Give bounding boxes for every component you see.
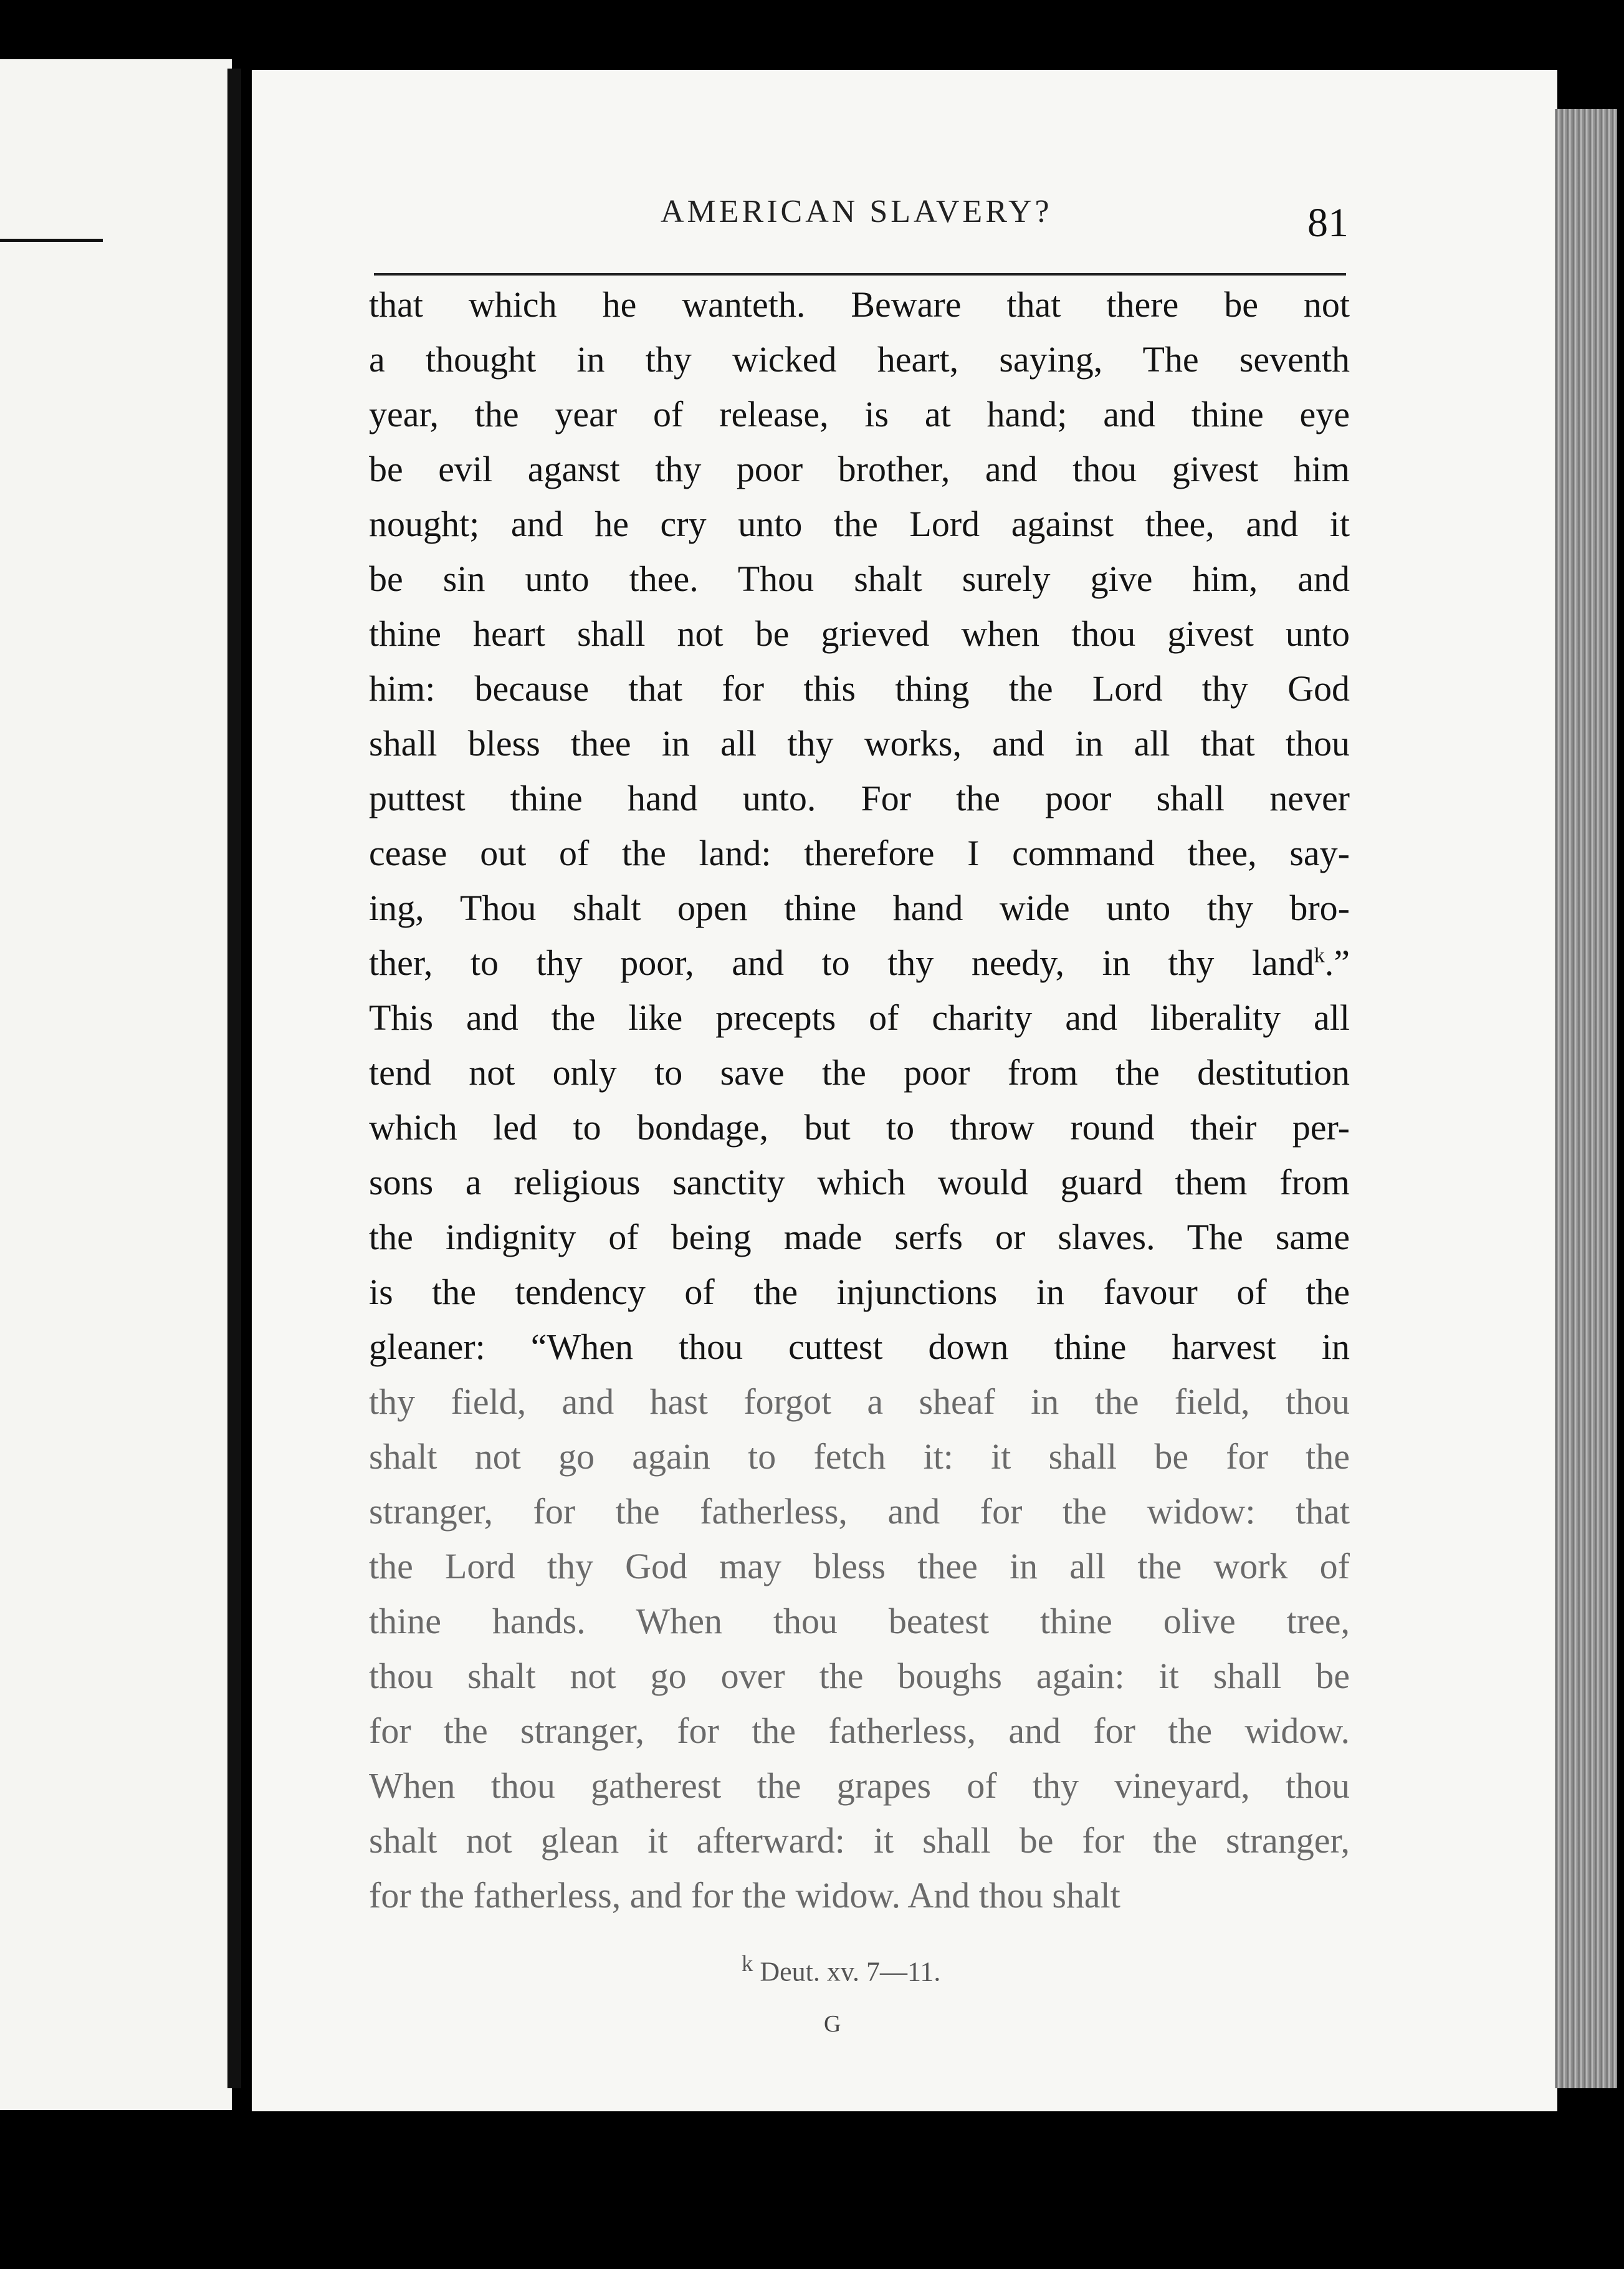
- footnote-text: Deut. xv. 7—11.: [760, 1956, 941, 1987]
- body-line: puttest thine hand unto. For the poor shall never: [369, 778, 1350, 818]
- header-rule: [374, 273, 1346, 276]
- body-line: year, the year of release, is at hand; and thine eye: [369, 394, 1350, 434]
- body-line: for the stranger, for the fatherless, and for the widow.: [369, 1710, 1350, 1751]
- body-line: that which he wanteth. Beware that there be not: [369, 284, 1350, 325]
- body-line-with-footnote-ref: [369, 936, 1350, 991]
- body-text: [369, 277, 1350, 1923]
- body-line: him: because that for this thing the Lord thy God: [369, 668, 1350, 709]
- body-line: be sin unto thee. Thou shalt surely give him, and: [369, 559, 1350, 599]
- book-gutter: [227, 69, 241, 2088]
- body-line-text: ther, to thy poor, and to thy needy, in thy land: [369, 943, 1314, 983]
- body-line: the Lord thy God may bless thee in all the work of: [369, 1546, 1350, 1586]
- body-line: shall bless thee in all thy works, and in all that thou: [369, 723, 1350, 764]
- body-line: ing, Thou shalt open thine hand wide unto thy bro-: [369, 888, 1350, 928]
- body-line: When thou gatherest the grapes of thy vineyard, thou: [369, 1765, 1350, 1806]
- body-line: be evil agaɴst thy poor brother, and thou givest him: [369, 449, 1350, 489]
- body-line: thine heart shall not be grieved when thou givest unto: [369, 613, 1350, 654]
- body-line: cease out of the land: therefore I command thee, say-: [369, 833, 1350, 873]
- page-number: 81: [1307, 200, 1349, 246]
- body-line: This and the like precepts of charity and liberality all: [369, 997, 1350, 1038]
- body-line: shalt not go again to fetch it: it shall be for the: [369, 1436, 1350, 1477]
- body-line: shalt not glean it afterward: it shall be for the stranger,: [369, 1820, 1350, 1861]
- body-line: for the fatherless, and for the widow. And thou shalt: [369, 1875, 1120, 1916]
- body-line: a thought in thy wicked heart, saying, The seventh: [369, 339, 1350, 380]
- body-line: gleaner: “When thou cuttest down thine harvest in: [369, 1326, 1350, 1367]
- body-line: thou shalt not go over the boughs again: it shall be: [369, 1656, 1350, 1696]
- body-line: the indignity of being made serfs or slaves. The same: [369, 1217, 1350, 1257]
- page-edges: [1555, 109, 1617, 2088]
- footnote: [742, 1950, 940, 1988]
- closing-quote: .”: [1324, 943, 1350, 983]
- body-line: tend not only to save the poor from the destitution: [369, 1052, 1350, 1093]
- body-line: thine hands. When thou beatest thine olive tree,: [369, 1601, 1350, 1641]
- body-line: stranger, for the fatherless, and for the widow: that: [369, 1491, 1350, 1532]
- body-line: thy field, and hast forgot a sheaf in the field, thou: [369, 1381, 1350, 1422]
- left-page: [0, 59, 232, 2110]
- signature-mark: G: [824, 2011, 841, 2037]
- body-line: nought; and he cry unto the Lord against thee, and it: [369, 504, 1350, 544]
- footnote-marker: k: [742, 1950, 753, 1976]
- body-line: which led to bondage, but to throw round their per-: [369, 1107, 1350, 1148]
- left-page-rule: [0, 239, 103, 242]
- body-line: sons a religious sanctity which would guard them from: [369, 1162, 1350, 1202]
- body-line: is the tendency of the injunctions in favour of the: [369, 1272, 1350, 1312]
- footnote-ref: k: [1314, 944, 1325, 967]
- running-head: AMERICAN SLAVERY?: [661, 194, 1053, 229]
